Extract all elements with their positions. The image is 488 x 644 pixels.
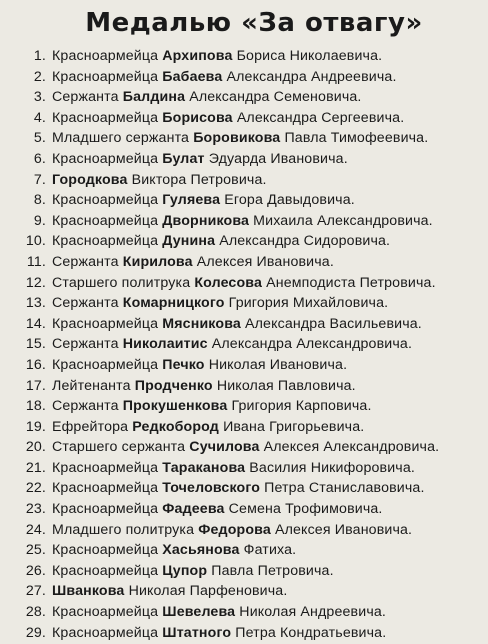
entry-text: [52, 540, 296, 561]
entry-surname: Балдина: [122, 89, 186, 106]
list-item: [14, 458, 480, 479]
entry-number: 13.: [25, 295, 46, 312]
entry-text: [52, 334, 412, 355]
entry-name: Александра Семеновича.: [189, 89, 362, 106]
entry-surname: Федорова: [198, 521, 271, 538]
entry-text: [52, 87, 362, 108]
entry-name: Виктора Петровича.: [131, 171, 267, 188]
entry-text: [52, 376, 356, 397]
entry-surname: Фадеева: [162, 501, 225, 518]
entry-surname: Бабаева: [162, 68, 223, 85]
entry-rank: Лейтенанта: [52, 377, 131, 394]
entry-rank: Сержанта: [52, 336, 119, 353]
entry-number: 12.: [25, 274, 46, 291]
entry-text: [52, 46, 382, 67]
list-item: [14, 376, 480, 397]
entry-number: 1.: [33, 48, 46, 64]
list-item: [14, 108, 480, 129]
entry-name: Петра Кондратьевича.: [235, 624, 387, 641]
entry-surname: Кирилова: [122, 253, 193, 270]
entry-text: [52, 231, 390, 252]
list-item: [14, 478, 480, 499]
entry-rank: Красноармейца: [52, 150, 159, 167]
entry-name: Александра Андреевича.: [226, 68, 397, 85]
entry-name: Александра Сергеевича.: [236, 109, 405, 126]
entry-surname: Колесова: [194, 274, 263, 291]
entry-name: Николая Парфеновича.: [128, 583, 288, 600]
entry-text: [52, 170, 267, 191]
entry-rank: Красноармейца: [52, 356, 159, 373]
entry-name: Павла Петровича.: [211, 562, 334, 579]
entry-rank: Красноармейца: [52, 501, 159, 518]
entry-rank: Сержанта: [52, 295, 119, 312]
entry-text: [52, 478, 425, 499]
list-item: [14, 581, 480, 602]
entry-surname: Дворникова: [162, 212, 250, 229]
entry-name: Александра Сидоровича.: [219, 233, 391, 250]
page-title: Медалью «За отвагу»: [85, 8, 423, 38]
list-item: [14, 273, 480, 294]
entry-surname: Архипова: [162, 48, 233, 64]
list-item: [14, 149, 480, 170]
entry-name: Анемподиста Петровича.: [266, 274, 436, 291]
entry-surname: Продченко: [134, 377, 213, 394]
entry-surname: Мясникова: [162, 315, 241, 332]
entry-name: Василия Никифоровича.: [249, 459, 415, 476]
list-item: [14, 170, 480, 191]
list-item: [14, 623, 480, 644]
entry-rank: Младшего сержанта: [52, 130, 190, 147]
entry-rank: Ефрейтора: [52, 418, 129, 435]
entry-surname: Тараканова: [162, 459, 246, 476]
entry-number: 14.: [25, 315, 46, 332]
entry-number: 26.: [25, 562, 46, 579]
entry-surname: Шванкова: [52, 583, 125, 600]
entry-text: [52, 273, 436, 294]
entry-text: [52, 458, 415, 479]
entry-number: 2.: [33, 68, 46, 85]
entry-surname: Боровикова: [193, 130, 281, 147]
list-item: [14, 437, 480, 458]
entry-text: [52, 499, 383, 520]
entry-number: 24.: [25, 521, 46, 538]
entry-surname: Печко: [162, 356, 205, 373]
list-item: [14, 334, 480, 355]
entry-text: [52, 417, 364, 438]
entry-number: 19.: [25, 418, 46, 435]
entry-rank: Красноармейца: [52, 233, 159, 250]
entry-surname: Борисова: [162, 109, 233, 126]
entry-name: Григория Карповича.: [231, 398, 372, 415]
entry-surname: Точеловского: [162, 480, 261, 497]
entry-text: [52, 314, 422, 335]
entry-text: [52, 211, 433, 232]
entry-rank: Сержанта: [52, 253, 119, 270]
entry-text: [52, 190, 355, 211]
entry-name: Николая Ивановича.: [208, 356, 348, 373]
entry-number: 10.: [25, 233, 46, 250]
entry-number: 17.: [25, 377, 46, 394]
entry-name: Эдуарда Ивановича.: [208, 150, 348, 167]
list-item: [14, 499, 480, 520]
entry-name: Алексея Александровича.: [263, 439, 440, 456]
entry-text: [52, 108, 404, 129]
entry-surname: Шевелева: [162, 604, 236, 621]
entry-number: 15.: [25, 336, 46, 353]
entry-text: [52, 602, 386, 623]
entry-rank: Красноармейца: [52, 192, 159, 209]
entry-text: [52, 623, 386, 644]
entry-text: [52, 149, 348, 170]
entry-number: 9.: [33, 212, 46, 229]
entry-text: [52, 67, 397, 88]
entry-rank: Красноармейца: [52, 459, 159, 476]
list-item: [14, 540, 480, 561]
entry-number: 25.: [25, 542, 46, 559]
list-item: [14, 211, 480, 232]
entry-number: 27.: [25, 583, 46, 600]
list-item: [14, 252, 480, 273]
list-item: [14, 190, 480, 211]
entry-number: 6.: [33, 150, 46, 167]
entry-rank: Сержанта: [52, 89, 119, 106]
entry-name: Бориса Николаевича.: [236, 48, 383, 64]
entry-rank: Сержанта: [52, 398, 119, 415]
entry-rank: Младшего политрука: [52, 521, 195, 538]
entry-rank: Красноармейца: [52, 604, 159, 621]
entry-number: 23.: [25, 501, 46, 518]
entry-number: 18.: [25, 398, 46, 415]
entry-number: 28.: [25, 604, 46, 621]
entry-text: [52, 561, 334, 582]
entry-number: 4.: [33, 109, 46, 126]
entry-rank: Красноармейца: [52, 109, 159, 126]
list-item: [14, 561, 480, 582]
entry-number: 8.: [33, 192, 46, 209]
entry-name: Семена Трофимовича.: [228, 501, 383, 518]
entry-name: Ивана Григорьевича.: [223, 418, 365, 435]
entry-surname: Комарницкого: [122, 295, 225, 312]
entry-rank: Красноармейца: [52, 480, 159, 497]
entry-name: Павла Тимофеевича.: [284, 130, 429, 147]
entry-text: [52, 437, 439, 458]
entry-surname: Николаитис: [122, 336, 208, 353]
entry-name: Фатиха.: [243, 542, 297, 559]
list-item: [14, 46, 480, 67]
list-item: [14, 67, 480, 88]
list-item: [14, 231, 480, 252]
entry-rank: Старшего политрука: [52, 274, 191, 291]
entry-rank: Красноармейца: [52, 624, 159, 641]
entry-number: 5.: [33, 130, 46, 147]
entry-name: Николая Андреевича.: [239, 604, 386, 621]
entry-number: 16.: [25, 356, 46, 373]
entry-name: Александра Александровича.: [211, 336, 413, 353]
list-item: [14, 128, 480, 149]
entry-rank: Красноармейца: [52, 542, 159, 559]
entry-surname: Хасьянова: [162, 542, 240, 559]
list-item: [14, 417, 480, 438]
award-list: [14, 46, 480, 643]
list-item: [14, 355, 480, 376]
entry-text: [52, 252, 334, 273]
entry-number: 11.: [26, 253, 46, 270]
entry-name: Егора Давыдовича.: [224, 192, 355, 209]
entry-rank: Красноармейца: [52, 212, 159, 229]
entry-number: 21.: [25, 459, 46, 476]
list-item: [14, 293, 480, 314]
entry-surname: Сучилова: [189, 439, 260, 456]
entry-text: [52, 355, 347, 376]
entry-rank: Красноармейца: [52, 68, 159, 85]
entry-text: [52, 520, 412, 541]
entry-rank: Красноармейца: [52, 48, 159, 64]
list-item: [14, 396, 480, 417]
entry-surname: Штатного: [162, 624, 232, 641]
entry-surname: Булат: [162, 150, 205, 167]
entry-number: 22.: [25, 480, 46, 497]
entry-surname: Цупор: [162, 562, 208, 579]
entry-surname: Прокушенкова: [122, 398, 228, 415]
list-item: [14, 602, 480, 623]
entry-rank: Красноармейца: [52, 315, 159, 332]
entry-name: Григория Михайловича.: [228, 295, 389, 312]
entry-name: Михаила Александровича.: [253, 212, 433, 229]
list-item: [14, 87, 480, 108]
entry-surname: Редкобород: [132, 418, 219, 435]
entry-text: [52, 396, 372, 417]
entry-number: 3.: [33, 89, 46, 106]
entry-surname: Дунина: [162, 233, 216, 250]
list-item: [14, 314, 480, 335]
entry-rank: Старшего сержанта: [52, 439, 186, 456]
entry-surname: Гуляева: [162, 192, 221, 209]
entry-text: [52, 293, 388, 314]
entry-text: [52, 128, 428, 149]
entry-name: Александра Васильевича.: [245, 315, 422, 332]
entry-number: 7.: [33, 171, 46, 188]
entry-number: 29.: [25, 624, 46, 641]
list-item: [14, 520, 480, 541]
entry-number: 20.: [25, 439, 46, 456]
entry-text: [52, 581, 287, 602]
entry-surname: Городкова: [52, 171, 128, 188]
entry-rank: Красноармейца: [52, 562, 159, 579]
entry-name: Николая Павловича.: [216, 377, 356, 394]
entry-name: Алексея Ивановича.: [196, 253, 334, 270]
entry-name: Петра Станиславовича.: [264, 480, 425, 497]
entry-name: Алексея Ивановича.: [274, 521, 413, 538]
